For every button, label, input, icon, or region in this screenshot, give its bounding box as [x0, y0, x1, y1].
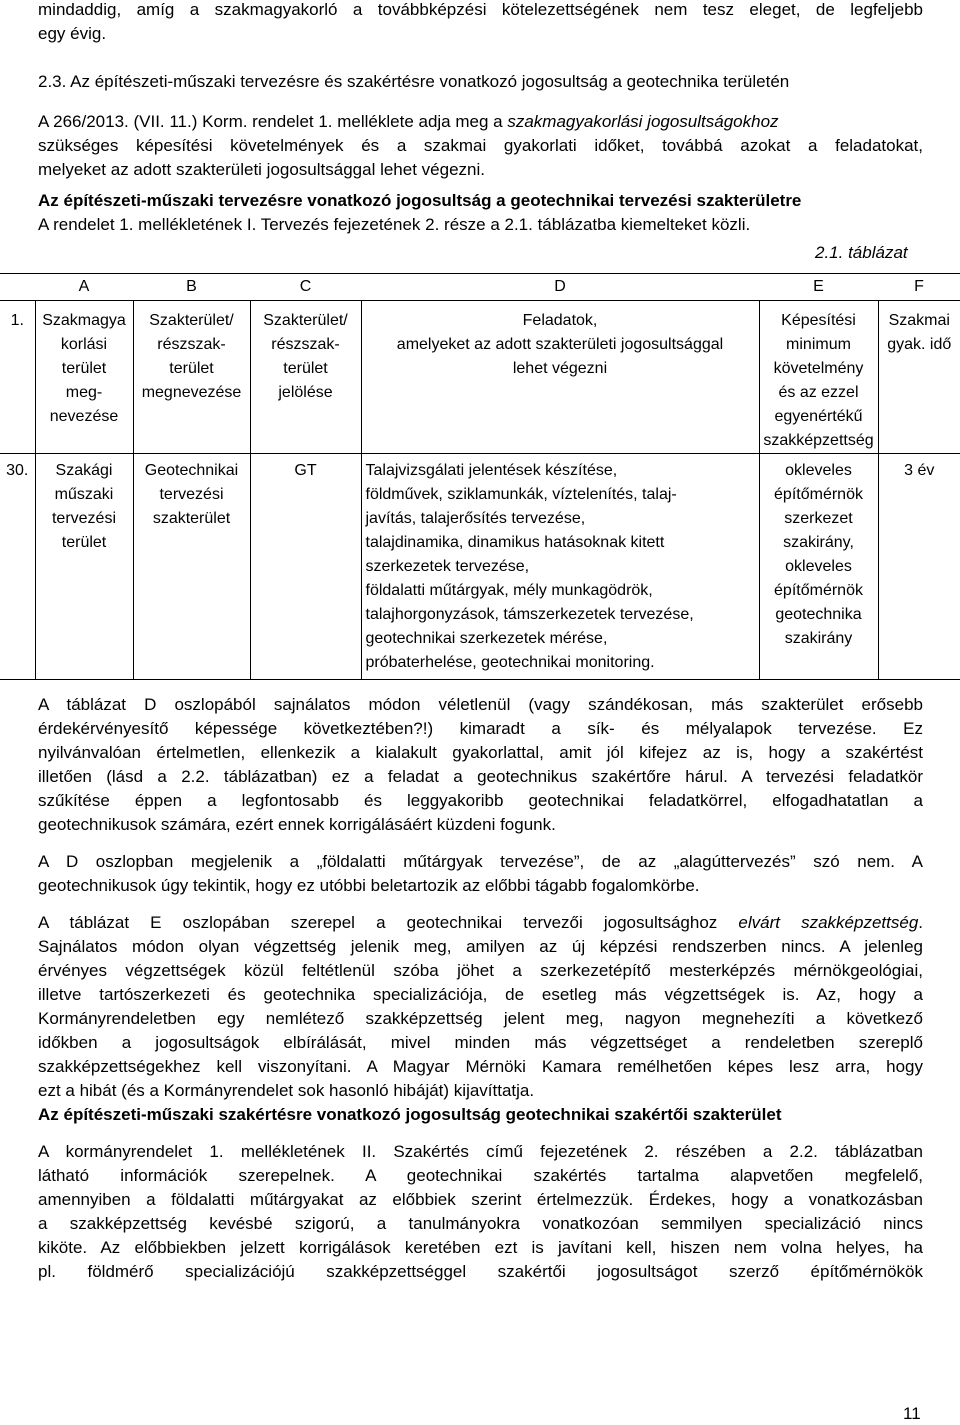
cell-line: Szakági: [55, 462, 113, 479]
para4-line1-end: .: [918, 913, 924, 932]
para2-line: A táblázat D oszlopából sajnálatos módon véletlenül (vagy szándékosan, más szakterület erősebb: [38, 695, 923, 714]
cell-line: földalatti műtárgyak, mély munkagödrök,: [365, 582, 653, 599]
cell-line: Képesítési: [781, 312, 856, 329]
para4-line: Kormányrendeletben egy nemlétező szakképzettség jelent meg, nagyon megnehezíti a következő: [38, 1009, 923, 1028]
para2-line: illetően (lásd a 2.2. táblázatban) ez a feladat a geotechnikus szakértőre hárul. A tervezési feladatkör: [38, 767, 923, 786]
row30-num: 30.: [0, 454, 35, 680]
section-heading: 2.3. Az építészeti-műszaki tervezésre és szakértésre vonatkozó jogosultság a geotechnika területén: [38, 72, 790, 91]
cell-line: meg-: [65, 384, 103, 401]
cell-line: Talajvizsgálati jelentések készítése,: [365, 462, 618, 479]
para4-line: időkben a jogosultságok elbírálását, mivel minden más végzettséget a rendeletben szereplő: [38, 1033, 923, 1052]
row30-e: [759, 454, 878, 680]
cell-line: jelölése: [278, 384, 333, 401]
col-letter: C: [250, 274, 361, 301]
cell-line: szakképzettség: [763, 432, 874, 449]
para4-line-1: [38, 911, 923, 935]
col-letter: B: [133, 274, 250, 301]
page-number: 11: [903, 1404, 921, 1423]
para4-line: ezt a hibát (és a Kormányrendelet sok hasonló hibáját) kijavíttatja.: [38, 1081, 535, 1100]
cell-line: 3 év: [904, 462, 935, 479]
row30-c: [250, 454, 361, 680]
para2-line: érdekérvényesítő képessége következtében?!) kimaradt a sík- és mélyalapok tervezése. Ez: [38, 719, 923, 738]
cell-line: GT: [294, 462, 317, 479]
cell-line: egyenértékű: [774, 408, 863, 425]
cell-line: és az ezzel: [778, 384, 859, 401]
cell-line: tervezési: [159, 486, 224, 503]
cell-line: talajdinamika, dinamikus hatásoknak kitett: [365, 534, 665, 551]
para4-line1-start: A táblázat E oszlopában szerepel a geotechnikai tervezői jogosultsághoz: [38, 913, 739, 932]
para5-line: amennyiben a földalatti műtárgyakat az előbbiek szerint értelmezzük. Érdekes, hogy a vonatkozásban: [38, 1190, 923, 1209]
cell-line: megnevezése: [141, 384, 242, 401]
para4-line: illetve tartószerkezeti és geotechnika specializációja, de esetleg más végzettségek is. Az, hogy a: [38, 985, 923, 1004]
cell-line: szakirány: [784, 630, 853, 647]
cell-line: terület: [169, 360, 214, 377]
para2-line: geotechnikusok számára, ezért ennek korrigálásáért küzdeni fogunk.: [38, 815, 556, 834]
para2-line: szűkítése éppen a legfontosabb és leggyakoribb geotechnikai feladatkörrel, elfogadhatatlan a: [38, 791, 923, 810]
cell-line: műszaki: [54, 486, 114, 503]
cell-line: gyak. idő: [887, 336, 952, 353]
header-d: [361, 301, 759, 454]
cell-line: amelyeket az adott szakterületi jogosultsággal: [396, 336, 724, 353]
header-b: [133, 301, 250, 454]
para4-line: Sajnálatos módon olyan végzettség jelenik meg, amilyen az új képzési rendszerben nincs. A jelenleg: [38, 937, 923, 956]
cell-line: Szakmagya: [42, 312, 126, 329]
bold-heading-1: Az építészeti-műszaki tervezésre vonatkozó jogosultság a geotechnikai tervezési szakterületre: [38, 191, 802, 210]
para5-line: látható információk szerepelnek. A geotechnikai szakértés tartalma alapvetően megfelelő,: [38, 1166, 923, 1185]
table-intro: A rendelet 1. mellékletének I. Tervezés fejezetének 2. része a 2.1. táblázatba kiemelteket közli.: [38, 215, 751, 234]
cell-line: okleveles: [785, 462, 852, 479]
header-num: 1.: [0, 301, 35, 454]
header-c: [250, 301, 361, 454]
intro-line-1: mindaddig, amíg a szakmagyakorló a továbbképzési kötelezettségének nem tesz eleget, de legfeljebb: [38, 0, 923, 19]
bold-heading-2: Az építészeti-műszaki szakértésre vonatkozó jogosultság geotechnikai szakértői szakterület: [38, 1105, 782, 1124]
para5-line: A kormányrendelet 1. mellékletének II. Szakértés című fejezetének 2. részében a 2.2. táblázatban: [38, 1142, 923, 1161]
col-letter: A: [35, 274, 133, 301]
cell-line: követelmény: [773, 360, 864, 377]
cell-line: terület: [283, 360, 328, 377]
cell-line: javítás, talajerősítés tervezése,: [365, 510, 586, 527]
row30-b: [133, 454, 250, 680]
cell-line: geotechnikai szerkezetek mérése,: [365, 630, 608, 647]
para3-line: geotechnikusok úgy tekintik, hogy ez utóbbi beletartozik az előbbi tágabb fogalomkörbe.: [38, 876, 700, 895]
cell-line: földművek, sziklamunkák, víztelenítés, talaj-: [365, 486, 677, 503]
para1-line1-start: A 266/2013. (VII. 11.) Korm. rendelet 1. melléklete adja meg a: [38, 112, 508, 131]
cell-line: tervezési: [51, 510, 117, 527]
para5-line: kiköte. Az előbbiekben jelzett korrigálások keretében ezt is javítani kell, hiszen nem volna helyes, ha: [38, 1238, 923, 1257]
cell-line: talajhorgonyzások, támszerkezetek tervezése,: [365, 606, 694, 623]
cell-line: geotechnika: [775, 606, 862, 623]
para5-line: pl. földmérő specializációjú szakképzettséggel szakértői jogosultságot szerző építőmérnökök: [38, 1262, 923, 1281]
table-2-1: [0, 273, 960, 680]
row30-d: [361, 454, 759, 680]
para1-line-3: melyeket az adott szakterületi jogosultsággal lehet végezni.: [38, 160, 485, 179]
cell-line: építőmérnök: [774, 486, 863, 503]
header-a: [35, 301, 133, 454]
cell-line: korlási: [60, 336, 108, 353]
row30-f: [878, 454, 960, 680]
cell-line: próbaterhelése, geotechnikai monitoring.: [365, 654, 655, 671]
cell-line: szakterület: [152, 510, 231, 527]
para2-line: nyilvánvalóan értelmetlen, ellenkezik a kialakult gyakorlattal, amit jól kifejez az is, hogy a szakértést: [38, 743, 923, 762]
cell-line: szakirány,: [783, 534, 854, 551]
cell-line: okleveles: [785, 558, 852, 575]
col-letter: E: [759, 274, 878, 301]
cell-line: terület: [61, 534, 107, 551]
cell-line: építőmérnök: [774, 582, 863, 599]
intro-line-2: egy évig.: [38, 24, 107, 43]
col-letter: F: [878, 274, 960, 301]
cell-line: minimum: [786, 336, 851, 353]
row30-a: [35, 454, 133, 680]
para1-line-2: szükséges képesítési követelmények és a szakmai gyakorlati időket, továbbá azokat a feladatokat,: [38, 136, 923, 155]
para1-line-1: [38, 110, 779, 134]
cell-line: Szakterület/: [263, 312, 348, 329]
cell-line: Szakmai: [888, 312, 950, 329]
cell-line: Feladatok,: [522, 312, 598, 329]
table-header-row: [0, 301, 960, 454]
cell-line: szerkezet: [784, 510, 853, 527]
cell-line: nevezése: [49, 408, 119, 425]
header-f: [878, 301, 960, 454]
para5-line: a szakképzettség kevésbé szigorú, a tanulmányokra vonatkozóan semmilyen specializáció nincs: [38, 1214, 923, 1233]
cell-line: Szakterület/: [149, 312, 234, 329]
table-caption: 2.1. táblázat: [815, 243, 908, 262]
header-e: [759, 301, 878, 454]
para3-line: A D oszlopban megjelenik a „földalatti műtárgyak tervezése”, de az „alagúttervezés” szó nem. A: [38, 852, 923, 871]
cell-line: részszak-: [157, 336, 226, 353]
para4-line1-italic: elvárt szakképzettség: [738, 913, 919, 932]
para4-line: érvényes végzettségek közül feltétlenül szóba jöhet a szerkezetépítő mesterképzés mérnökgeológiai,: [38, 961, 923, 980]
table-row-30: [0, 454, 960, 680]
cell-line: Geotechnikai: [144, 462, 239, 479]
cell-line: terület: [61, 360, 107, 377]
column-letter-row: [0, 274, 960, 301]
para1-line1-italic: szakmagyakorlási jogosultságokhoz: [507, 112, 779, 131]
cell-line: lehet végezni: [512, 360, 608, 377]
para4-line: szakképzettségekhez kell viszonyítani. A Magyar Mérnöki Kamara remélhetően képes lesz arra, hogy: [38, 1057, 923, 1076]
cell-line: szerkezetek tervezése,: [365, 558, 530, 575]
col-letter: D: [361, 274, 759, 301]
cell-line: részszak-: [271, 336, 340, 353]
